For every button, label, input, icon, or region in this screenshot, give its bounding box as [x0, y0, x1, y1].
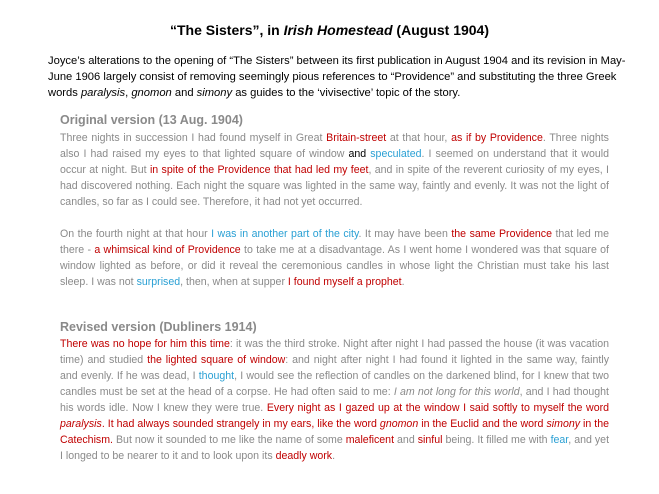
text: , and I had thought his words idle. Now I knew they were true.: [60, 386, 609, 414]
highlight-red: sinful: [417, 434, 443, 446]
intro-sep: ,: [125, 87, 132, 99]
revised-heading: Revised version (Dubliners 1914): [60, 320, 257, 334]
text: : it was the third stroke. Night after night I had passed the house (it was vacation time) and studied: [60, 338, 609, 366]
original-heading: Original version (13 Aug. 1904): [60, 113, 243, 127]
intro-word-simony: simony: [196, 87, 233, 99]
highlight-red: as if by Providence: [451, 132, 543, 144]
slide-title: [0, 22, 659, 38]
highlight-red: the same Providence: [451, 228, 552, 240]
text: being. It filled me with: [442, 434, 551, 446]
revised-paragraph: [60, 336, 609, 464]
highlight-blue: fear: [550, 434, 569, 446]
title-date: (August 1904): [396, 22, 489, 38]
highlight-red: a whimsical kind of Providence: [94, 244, 241, 256]
text: On the fourth night at that hour: [60, 228, 212, 240]
highlight-red: . It had always sounded strangely in my ears, like the word: [101, 418, 380, 430]
highlight-red: in the Catechism.: [60, 418, 610, 446]
intro-word-paralysis: paralysis: [80, 87, 126, 99]
text: . I seemed on understand that it would occur at night. But: [60, 148, 609, 176]
text: and: [394, 434, 418, 446]
text: : and night after night I had found it lighted in the same way, faintly and evenly. If he was dead, I: [60, 354, 609, 382]
title-lead: “The Sisters”, in: [170, 22, 280, 38]
intro-sep: and: [171, 87, 197, 99]
text: . It may have been: [358, 228, 452, 240]
text: .: [332, 450, 336, 462]
intro-word-gnomon: gnomon: [131, 87, 172, 99]
highlight-red: in spite of the Providence that had led my feet: [149, 164, 369, 176]
highlight-red: deadly work: [275, 450, 333, 462]
word-simony: simony: [546, 418, 581, 430]
word-paralysis: paralysis: [60, 418, 102, 430]
text: Three nights in succession I had found myself in Great: [60, 132, 327, 144]
text: to take me at a disadvantage. As I went home I wondered was that square of window lighted as before, or did it reveal the ceremonious candles in whose light the Christian must take his last sleep. I was not: [60, 244, 610, 288]
intro-text: Joyce’s alterations to the opening of “The Sisters” between its first publication in August 1904 and its revision in May-June 1906 largely consist of removing seemingly pious references to “Providence” and substituting the three Greek words: [48, 55, 626, 99]
highlight-blue: thought: [198, 370, 235, 382]
intro-text: as guides to the ‘vivisective’ topic of the story.: [232, 87, 461, 99]
original-paragraph-1: [60, 130, 609, 210]
highlight-red: maleficent: [345, 434, 395, 446]
highlight-blue: surprised: [136, 276, 181, 288]
highlight-red: in the Euclid and the word: [418, 418, 547, 430]
text: . Three nights also I had raised my eyes to that lighted square of window: [60, 132, 609, 160]
quote-italic: I am not long for this world: [393, 386, 520, 398]
text: at that hour,: [386, 132, 452, 144]
intro-paragraph: [48, 53, 626, 101]
text: that led me there -: [60, 228, 609, 256]
highlight-red: the lighted square of window: [147, 354, 286, 366]
text: , then, when at supper: [180, 276, 288, 288]
highlight-red: I found myself a prophet: [287, 276, 402, 288]
text: .: [401, 276, 405, 288]
highlight-red: Every night as I gazed up at the window I said softly to myself the word: [266, 402, 610, 414]
original-paragraph-2: [60, 226, 609, 290]
highlight-blue: I was in another part of the city: [211, 228, 359, 240]
highlight-black: and: [348, 148, 367, 160]
highlight-red: There was no hope for him this time: [60, 338, 230, 350]
text: , I would see the reflection of candles on the darkened blind, for I knew that two candles must be set at the head of a corpse. He had often said to me:: [60, 370, 609, 398]
highlight-red: Britain-street: [326, 132, 387, 144]
word-gnomon: gnomon: [379, 418, 419, 430]
text: , and in spite of the reverent curiosity of my eyes, I had discovered nothing. Each night the square was lighted in the same way, faintly and evenly. It was not the light of candles, so far as I could see. Therefore, it had not yet occurred.: [60, 164, 609, 208]
highlight-blue: speculated: [370, 148, 422, 160]
text: But now it sounded to me like the name of some: [112, 434, 346, 446]
title-journal: Irish Homestead: [283, 22, 393, 38]
text: , and yet I longed to be nearer to it and to look upon its: [60, 434, 610, 462]
